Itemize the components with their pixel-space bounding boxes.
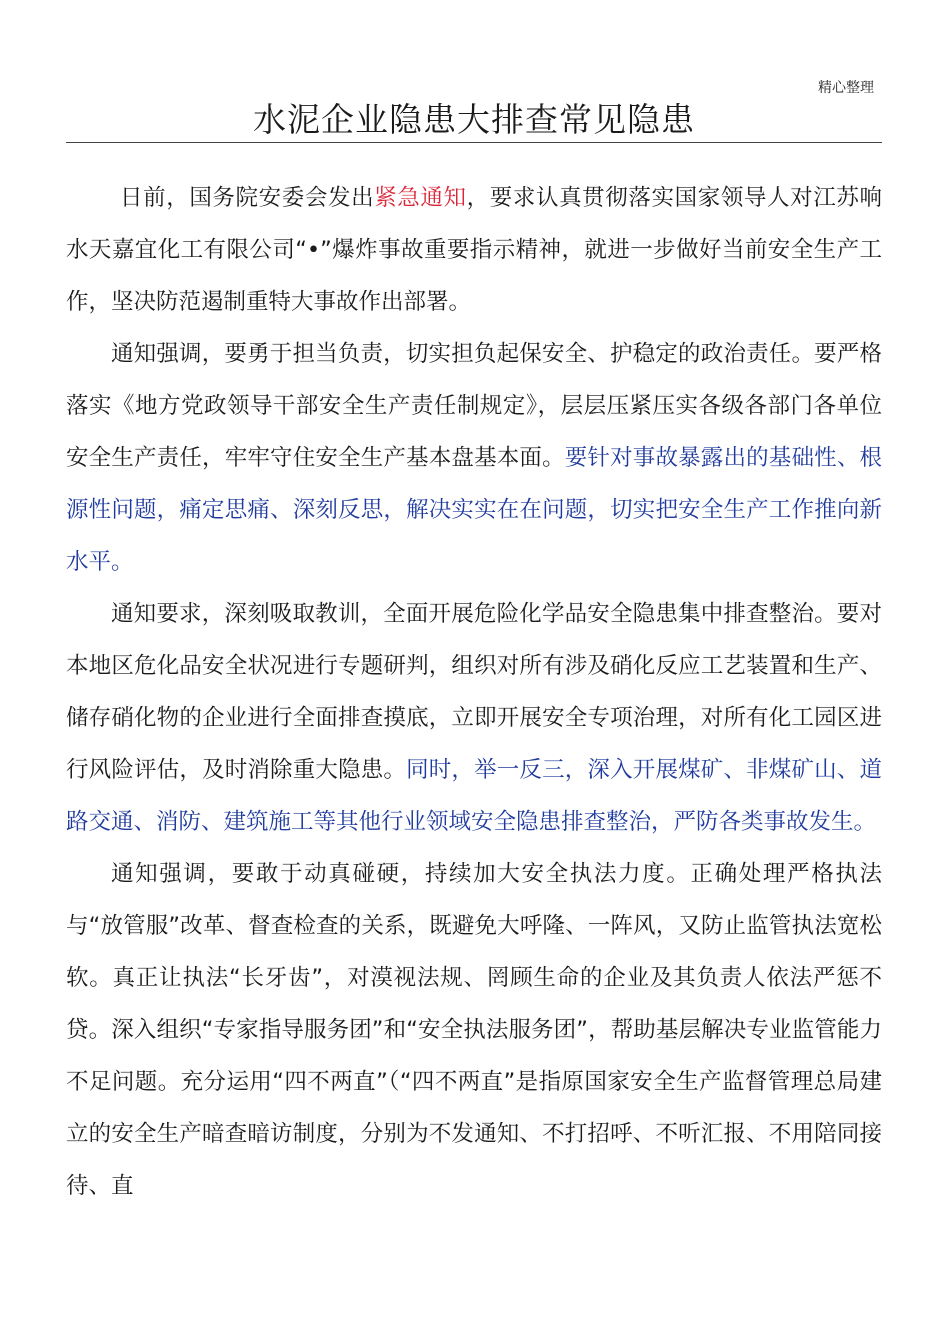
paragraph-2: [66, 328, 882, 588]
paragraph-2-highlight: 要针对事故暴露出的基础性、根源性问题，痛定思痛、深刻反思，解决实实在在问题，切实把安全生产工作推向新水平。: [66, 445, 882, 575]
document-title: 水泥企业隐患大排查常见隐患: [253, 100, 695, 139]
document-body: [66, 172, 882, 1212]
title-underline: [66, 142, 882, 143]
paragraph-4-text: 通知强调，要敢于动真碰硬，持续加大安全执法力度。正确处理严格执法与“放管服”改革、督查检查的关系，既避免大呼隆、一阵风，又防止监管执法宽松软。真正让执法“长牙齿”，对漠视法规、罔顾生命的企业及其负责人依法严惩不贷。深入组织“专家指导服务团”和“安全执法服务团”，帮助基层解决专业监管能力不足问题。充分运用“四不两直”（“四不两直”是指原国家安全生产监督管理总局建立的安全生产暗查暗访制度，分别为不发通知、不打招呼、不听汇报、不用陪同接待、直: [66, 861, 882, 1199]
paragraph-3-text: 通知要求，深刻吸取教训，全面开展危险化学品安全隐患集中排查整治。要对本地区危化品安全状况进行专题研判，组织对所有涉及硝化反应工艺装置和生产、储存硝化物的企业进行全面排查摸底，立即开展安全专项治理，对所有化工园区进行风险评估，及时消除重大隐患。: [66, 601, 882, 783]
corner-note: 精心整理: [818, 80, 874, 96]
paragraph-3-highlight: 同时，举一反三，深入开展煤矿、非煤矿山、道路交通、消防、建筑施工等其他行业领域安全隐患排查整治，严防各类事故发生。: [66, 757, 882, 835]
paragraph-1: [66, 172, 882, 328]
urgent-notice-highlight: 紧急通知: [374, 185, 467, 211]
paragraph-4: [66, 848, 882, 1212]
paragraph-2-text: 通知强调，要勇于担当负责，切实担负起保安全、护稳定的政治责任。要严格落实《地方党政领导干部安全生产责任制规定》，层层压紧压实各级各部门各单位安全生产责任，牢牢守住安全生产基本盘基本面。: [66, 341, 882, 471]
paragraph-3: [66, 588, 882, 848]
paragraph-1-text-cont: ，要求认真贯彻落实国家领导人对江苏响水天嘉宜化工有限公司“•”爆炸事故重要指示精神，就进一步做好当前安全生产工作，坚决防范遏制重特大事故作出部署。: [66, 185, 882, 315]
paragraph-1-text: 日前，国务院安委会发出: [120, 185, 375, 211]
